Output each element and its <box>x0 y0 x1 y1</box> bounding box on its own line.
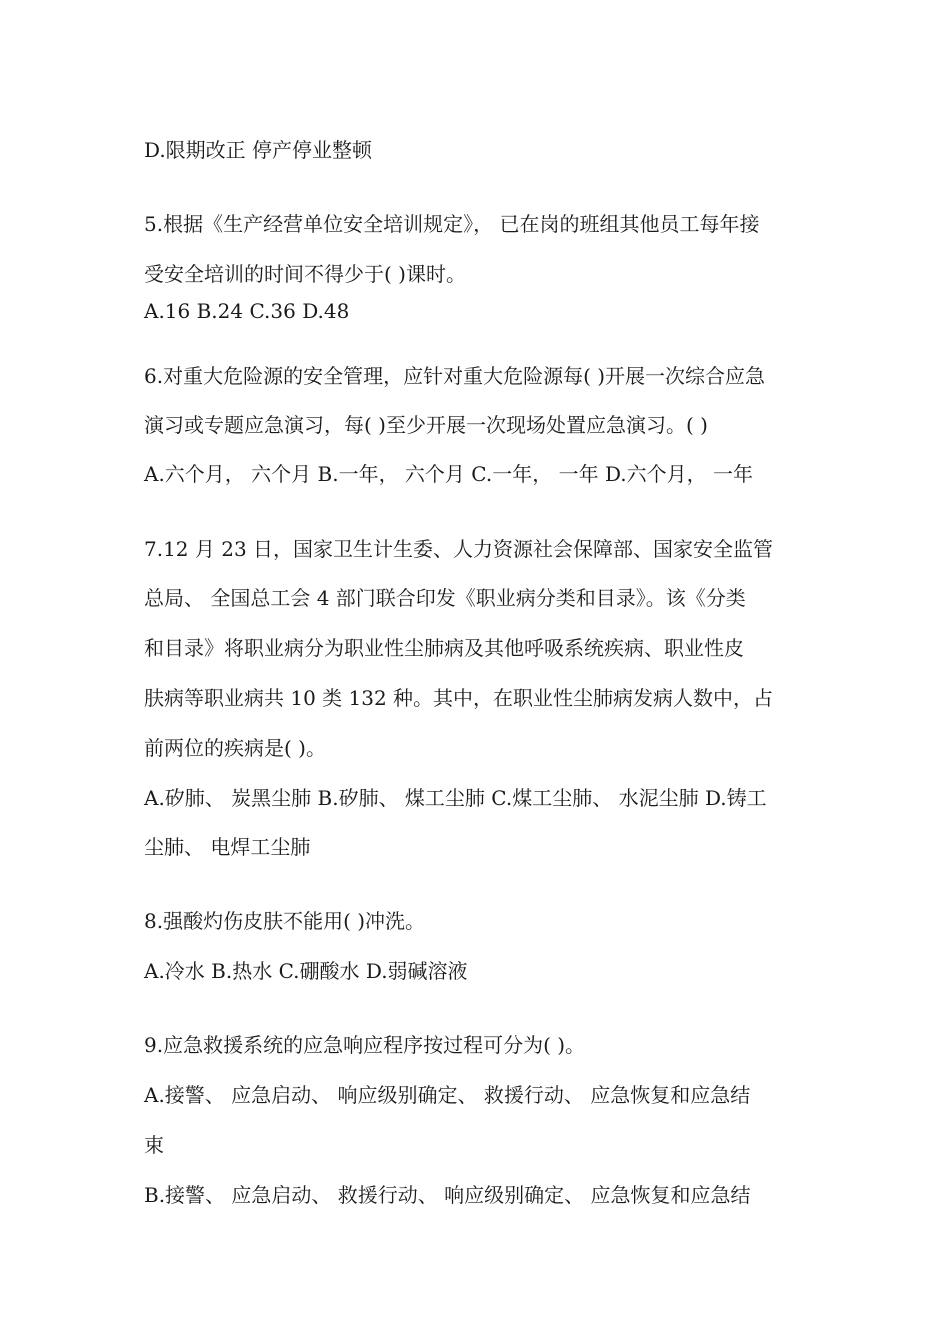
q8-options: A.冷水 B.热水 C.硼酸水 D.弱碱溶液 <box>144 959 468 983</box>
q7-stem-line-5: 前两位的疾病是( )。 <box>144 736 326 760</box>
q6-stem-line-1: 6.对重大危险源的安全管理，应针对重大危险源每( )开展一次综合应急 <box>144 364 766 388</box>
q7-options-line-1: A.矽肺、 炭黑尘肺 B.矽肺、 煤工尘肺 C.煤工尘肺、 水泥尘肺 D.铸工 <box>144 786 767 810</box>
q8-stem: 8.强酸灼伤皮肤不能用( )冲洗。 <box>144 909 426 933</box>
q7-stem-line-4: 肤病等职业病共 10 类 132 种。其中，在职业性尘肺病发病人数中，占 <box>144 686 774 710</box>
q5-stem-line-1: 5.根据《生产经营单位安全培训规定》， 已在岗的班组其他员工每年接 <box>144 212 760 236</box>
q7-options-line-2: 尘肺、 电焊工尘肺 <box>144 835 311 859</box>
q5-options: A.16 B.24 C.36 D.48 <box>144 299 350 323</box>
q7-stem-line-2: 总局、 全国总工会 4 部门联合印发《职业病分类和目录》。该《分类 <box>144 586 746 610</box>
q7-stem-line-3: 和目录》将职业病分为职业性尘肺病及其他呼吸系统疾病、职业性皮 <box>144 636 744 660</box>
q9-option-b-line-1: B.接警、 应急启动、 救援行动、 响应级别确定、 应急恢复和应急结 <box>144 1183 751 1207</box>
q5-stem-line-2: 受安全培训的时间不得少于( )课时。 <box>144 262 466 286</box>
q6-stem-line-2: 演习或专题应急演习，每( )至少开展一次现场处置应急演习。( ) <box>144 413 708 437</box>
q7-stem-line-1: 7.12 月 23 日，国家卫生计生委、人力资源社会保障部、国家安全监管 <box>144 537 774 561</box>
q4-option-d: D.限期改正 停产停业整顿 <box>144 138 373 162</box>
q9-stem: 9.应急救援系统的应急响应程序按过程可分为( )。 <box>144 1033 586 1057</box>
q9-option-a-line-1: A.接警、 应急启动、 响应级别确定、 救援行动、 应急恢复和应急结 <box>144 1083 751 1107</box>
q9-option-a-line-2: 束 <box>144 1133 164 1157</box>
q6-options: A.六个月， 六个月 B.一年， 六个月 C.一年， 一年 D.六个月， 一年 <box>144 462 753 486</box>
